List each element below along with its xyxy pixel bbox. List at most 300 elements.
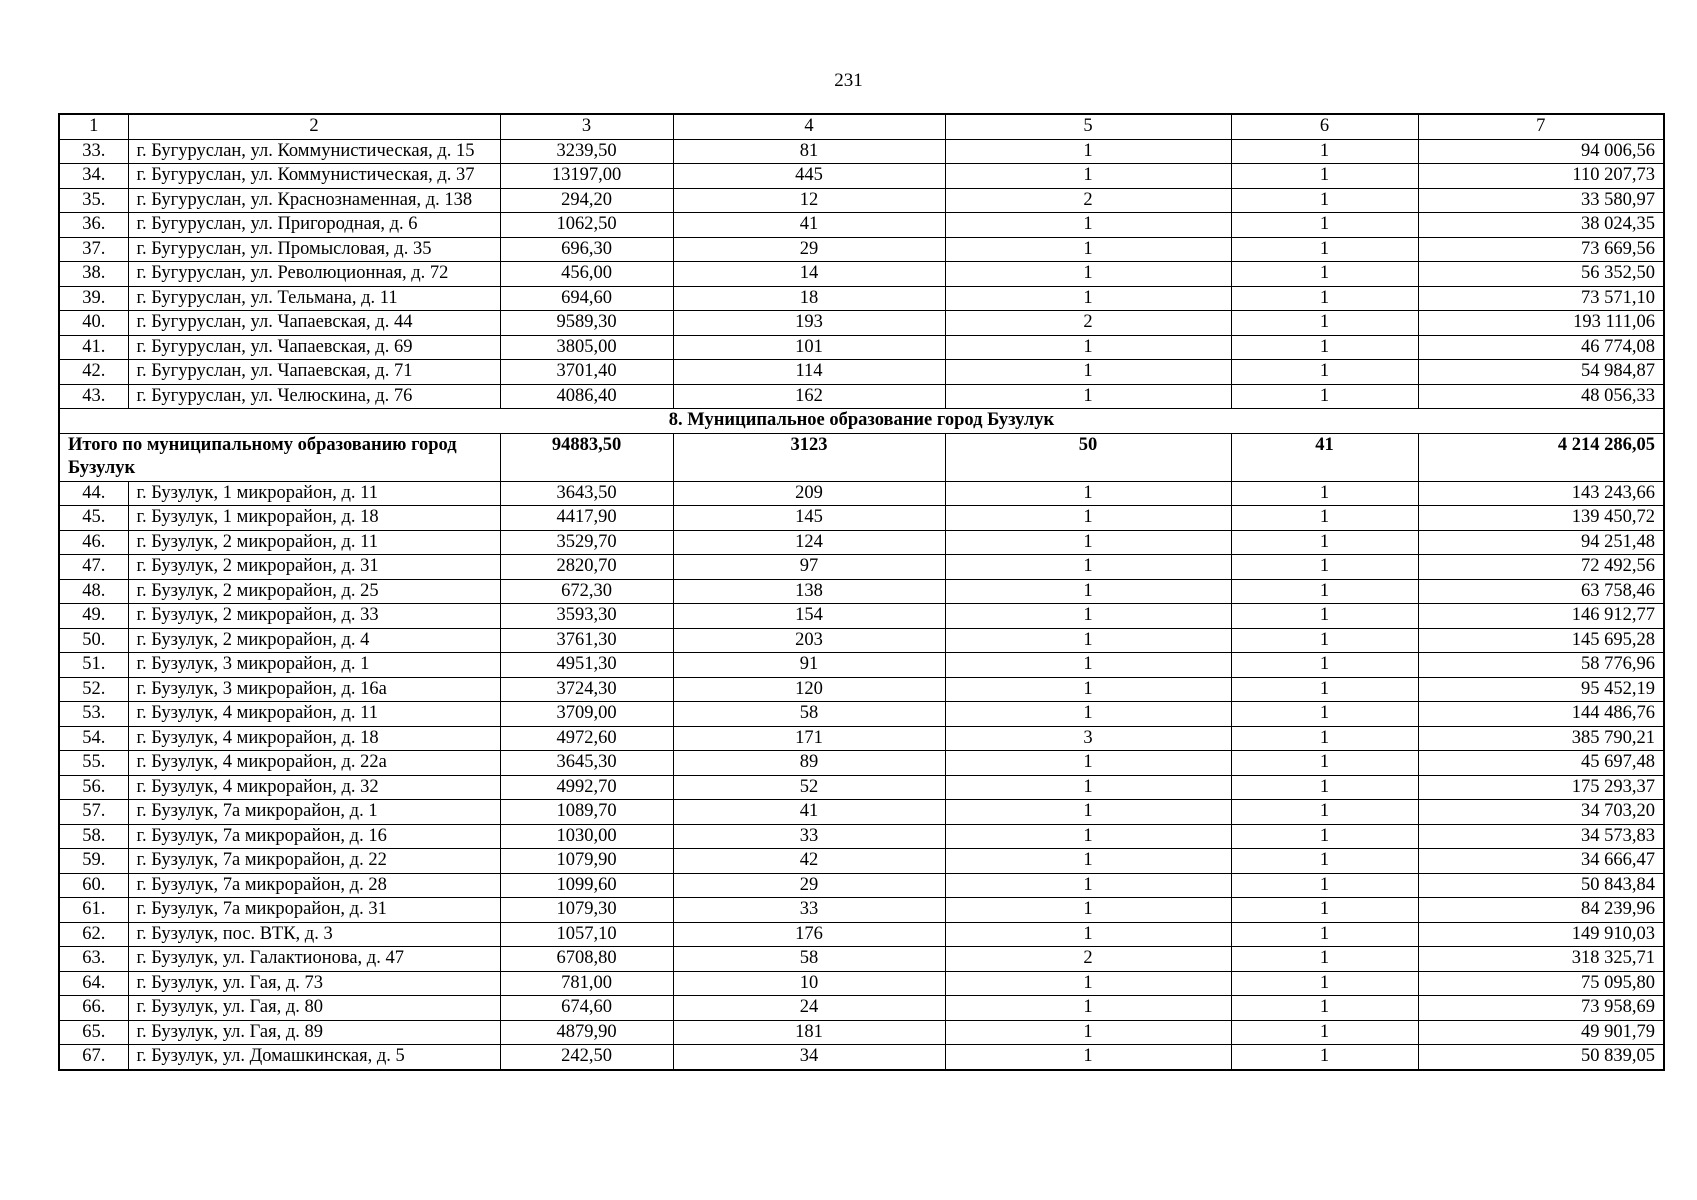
area-cell: 1057,10: [500, 922, 673, 947]
residents-cell: 193: [673, 311, 945, 336]
amount-cell: 95 452,19: [1418, 677, 1664, 702]
address-cell: г. Бузулук, 1 микрорайон, д. 11: [128, 481, 500, 506]
table-row: [59, 335, 1664, 360]
count-cell: 1: [945, 579, 1231, 604]
count-cell: 1: [1231, 996, 1418, 1021]
table-row: [59, 164, 1664, 189]
area-cell: 674,60: [500, 996, 673, 1021]
count-cell: 1: [1231, 262, 1418, 287]
table-row: [59, 286, 1664, 311]
address-cell: г. Бузулук, 2 микрорайон, д. 25: [128, 579, 500, 604]
amount-cell: 193 111,06: [1418, 311, 1664, 336]
area-cell: 781,00: [500, 971, 673, 996]
area-cell: 3701,40: [500, 360, 673, 385]
count-cell: 1: [1231, 726, 1418, 751]
count-cell: 1: [1231, 311, 1418, 336]
table-body: [59, 114, 1664, 1070]
count-cell: 1: [945, 1020, 1231, 1045]
count-cell: 1: [1231, 800, 1418, 825]
amount-cell: 144 486,76: [1418, 702, 1664, 727]
area-cell: 4417,90: [500, 506, 673, 531]
area-cell: 4992,70: [500, 775, 673, 800]
column-number-row: [59, 114, 1664, 139]
residents-cell: 41: [673, 213, 945, 238]
residents-cell: 34: [673, 1045, 945, 1070]
address-cell: г. Бугуруслан, ул. Пригородная, д. 6: [128, 213, 500, 238]
area-cell: 4951,30: [500, 653, 673, 678]
table-row: [59, 702, 1664, 727]
address-cell: г. Бузулук, 1 микрорайон, д. 18: [128, 506, 500, 531]
column-header: 6: [1231, 114, 1418, 139]
count-cell: 1: [1231, 898, 1418, 923]
residents-cell: 29: [673, 237, 945, 262]
count-cell: 1: [1231, 530, 1418, 555]
address-cell: г. Бузулук, 2 микрорайон, д. 31: [128, 555, 500, 580]
area-cell: 242,50: [500, 1045, 673, 1070]
count-cell: 1: [945, 262, 1231, 287]
residents-cell: 124: [673, 530, 945, 555]
area-cell: 3643,50: [500, 481, 673, 506]
area-cell: 1079,30: [500, 898, 673, 923]
amount-cell: 34 573,83: [1418, 824, 1664, 849]
residents-cell: 81: [673, 139, 945, 164]
residents-cell: 209: [673, 481, 945, 506]
address-cell: г. Бузулук, 7а микрорайон, д. 22: [128, 849, 500, 874]
count-cell: 1: [1231, 824, 1418, 849]
count-cell: 1: [945, 628, 1231, 653]
row-number: 42.: [59, 360, 128, 385]
amount-cell: 72 492,56: [1418, 555, 1664, 580]
count-cell: 1: [945, 800, 1231, 825]
count-cell: 1: [1231, 579, 1418, 604]
address-cell: г. Бугуруслан, ул. Чапаевская, д. 71: [128, 360, 500, 385]
address-cell: г. Бугуруслан, ул. Чапаевская, д. 44: [128, 311, 500, 336]
amount-cell: 143 243,66: [1418, 481, 1664, 506]
address-cell: г. Бугуруслан, ул. Промысловая, д. 35: [128, 237, 500, 262]
table-row: [59, 726, 1664, 751]
row-number: 47.: [59, 555, 128, 580]
column-header: 5: [945, 114, 1231, 139]
area-cell: 3724,30: [500, 677, 673, 702]
residents-cell: 33: [673, 824, 945, 849]
residents-cell: 97: [673, 555, 945, 580]
address-cell: г. Бузулук, 4 микрорайон, д. 32: [128, 775, 500, 800]
table-row: [59, 555, 1664, 580]
address-cell: г. Бугуруслан, ул. Коммунистическая, д. 37: [128, 164, 500, 189]
count-cell: 1: [1231, 335, 1418, 360]
row-number: 39.: [59, 286, 128, 311]
column-header: 4: [673, 114, 945, 139]
row-number: 34.: [59, 164, 128, 189]
area-cell: 1062,50: [500, 213, 673, 238]
residents-cell: 41: [673, 800, 945, 825]
address-cell: г. Бугуруслан, ул. Революционная, д. 72: [128, 262, 500, 287]
table-row: [59, 579, 1664, 604]
table-row: [59, 849, 1664, 874]
area-cell: 1079,90: [500, 849, 673, 874]
count-cell: 1: [945, 1045, 1231, 1070]
address-cell: г. Бузулук, ул. Галактионова, д. 47: [128, 947, 500, 972]
amount-cell: 38 024,35: [1418, 213, 1664, 238]
total-amount: 4 214 286,05: [1418, 433, 1664, 481]
column-header: 3: [500, 114, 673, 139]
total-area: 94883,50: [500, 433, 673, 481]
amount-cell: 385 790,21: [1418, 726, 1664, 751]
amount-cell: 45 697,48: [1418, 751, 1664, 776]
table-row: [59, 1020, 1664, 1045]
count-cell: 1: [945, 775, 1231, 800]
address-cell: г. Бузулук, ул. Гая, д. 73: [128, 971, 500, 996]
count-cell: 1: [1231, 360, 1418, 385]
table-row: [59, 481, 1664, 506]
count-cell: 1: [1231, 947, 1418, 972]
amount-cell: 34 666,47: [1418, 849, 1664, 874]
data-table: [58, 113, 1665, 1071]
area-cell: 4972,60: [500, 726, 673, 751]
address-cell: г. Бузулук, 3 микрорайон, д. 16а: [128, 677, 500, 702]
area-cell: 694,60: [500, 286, 673, 311]
section-title: 8. Муниципальное образование город Бузулук: [59, 409, 1664, 434]
row-number: 58.: [59, 824, 128, 849]
table-row: [59, 604, 1664, 629]
area-cell: 1099,60: [500, 873, 673, 898]
amount-cell: 94 251,48: [1418, 530, 1664, 555]
table-row: [59, 922, 1664, 947]
row-number: 57.: [59, 800, 128, 825]
table-row: [59, 188, 1664, 213]
area-cell: 3805,00: [500, 335, 673, 360]
count-cell: 1: [1231, 164, 1418, 189]
table-row: [59, 996, 1664, 1021]
count-cell: 1: [1231, 213, 1418, 238]
amount-cell: 54 984,87: [1418, 360, 1664, 385]
residents-cell: 176: [673, 922, 945, 947]
row-number: 50.: [59, 628, 128, 653]
address-cell: г. Бузулук, 7а микрорайон, д. 28: [128, 873, 500, 898]
area-cell: 1089,70: [500, 800, 673, 825]
count-cell: 1: [1231, 849, 1418, 874]
count-cell: 1: [1231, 628, 1418, 653]
row-number: 45.: [59, 506, 128, 531]
address-cell: г. Бугуруслан, ул. Чапаевская, д. 69: [128, 335, 500, 360]
residents-cell: 171: [673, 726, 945, 751]
count-cell: 1: [945, 751, 1231, 776]
row-number: 44.: [59, 481, 128, 506]
count-cell: 1: [1231, 237, 1418, 262]
amount-cell: 73 958,69: [1418, 996, 1664, 1021]
count-cell: 1: [945, 164, 1231, 189]
amount-cell: 49 901,79: [1418, 1020, 1664, 1045]
row-number: 43.: [59, 384, 128, 409]
area-cell: 294,20: [500, 188, 673, 213]
table-row: [59, 384, 1664, 409]
count-cell: 2: [945, 947, 1231, 972]
address-cell: г. Бузулук, 4 микрорайон, д. 22а: [128, 751, 500, 776]
count-cell: 1: [945, 873, 1231, 898]
count-cell: 1: [1231, 286, 1418, 311]
area-cell: 3529,70: [500, 530, 673, 555]
table-row: [59, 751, 1664, 776]
row-number: 64.: [59, 971, 128, 996]
residents-cell: 138: [673, 579, 945, 604]
count-cell: 1: [945, 824, 1231, 849]
residents-cell: 154: [673, 604, 945, 629]
amount-cell: 94 006,56: [1418, 139, 1664, 164]
total-count: 41: [1231, 433, 1418, 481]
row-number: 56.: [59, 775, 128, 800]
residents-cell: 58: [673, 702, 945, 727]
column-header: 2: [128, 114, 500, 139]
row-number: 49.: [59, 604, 128, 629]
amount-cell: 73 669,56: [1418, 237, 1664, 262]
address-cell: г. Бузулук, 7а микрорайон, д. 1: [128, 800, 500, 825]
table-row: [59, 360, 1664, 385]
address-cell: г. Бузулук, 2 микрорайон, д. 4: [128, 628, 500, 653]
count-cell: 1: [1231, 555, 1418, 580]
count-cell: 1: [945, 139, 1231, 164]
area-cell: 3761,30: [500, 628, 673, 653]
amount-cell: 58 776,96: [1418, 653, 1664, 678]
area-cell: 6708,80: [500, 947, 673, 972]
count-cell: 1: [945, 677, 1231, 702]
count-cell: 1: [945, 898, 1231, 923]
area-cell: 456,00: [500, 262, 673, 287]
row-number: 51.: [59, 653, 128, 678]
address-cell: г. Бугуруслан, ул. Краснознаменная, д. 138: [128, 188, 500, 213]
table-row: [59, 237, 1664, 262]
count-cell: 1: [945, 237, 1231, 262]
residents-cell: 120: [673, 677, 945, 702]
table-row: [59, 506, 1664, 531]
row-number: 61.: [59, 898, 128, 923]
column-header: 1: [59, 114, 128, 139]
table-row: [59, 898, 1664, 923]
residents-cell: 91: [673, 653, 945, 678]
row-number: 63.: [59, 947, 128, 972]
residents-cell: 42: [673, 849, 945, 874]
count-cell: 1: [945, 971, 1231, 996]
count-cell: 1: [945, 530, 1231, 555]
row-number: 59.: [59, 849, 128, 874]
row-number: 46.: [59, 530, 128, 555]
table-row: [59, 677, 1664, 702]
residents-cell: 52: [673, 775, 945, 800]
table-row: [59, 311, 1664, 336]
residents-cell: 18: [673, 286, 945, 311]
amount-cell: 149 910,03: [1418, 922, 1664, 947]
count-cell: 1: [1231, 677, 1418, 702]
table-row: [59, 971, 1664, 996]
address-cell: г. Бузулук, 2 микрорайон, д. 33: [128, 604, 500, 629]
residents-cell: 12: [673, 188, 945, 213]
count-cell: 3: [945, 726, 1231, 751]
address-cell: г. Бузулук, ул. Домашкинская, д. 5: [128, 1045, 500, 1070]
total-residents: 3123: [673, 433, 945, 481]
amount-cell: 145 695,28: [1418, 628, 1664, 653]
address-cell: г. Бузулук, 4 микрорайон, д. 11: [128, 702, 500, 727]
row-number: 66.: [59, 996, 128, 1021]
residents-cell: 14: [673, 262, 945, 287]
address-cell: г. Бугуруслан, ул. Тельмана, д. 11: [128, 286, 500, 311]
count-cell: 1: [1231, 188, 1418, 213]
address-cell: г. Бузулук, 2 микрорайон, д. 11: [128, 530, 500, 555]
area-cell: 4879,90: [500, 1020, 673, 1045]
table-row: [59, 824, 1664, 849]
table-row: [59, 628, 1664, 653]
amount-cell: 139 450,72: [1418, 506, 1664, 531]
residents-cell: 162: [673, 384, 945, 409]
residents-cell: 203: [673, 628, 945, 653]
residents-cell: 445: [673, 164, 945, 189]
row-number: 48.: [59, 579, 128, 604]
amount-cell: 146 912,77: [1418, 604, 1664, 629]
area-cell: 9589,30: [500, 311, 673, 336]
address-cell: г. Бузулук, ул. Гая, д. 89: [128, 1020, 500, 1045]
row-number: 60.: [59, 873, 128, 898]
row-number: 65.: [59, 1020, 128, 1045]
row-number: 53.: [59, 702, 128, 727]
residents-cell: 33: [673, 898, 945, 923]
row-number: 55.: [59, 751, 128, 776]
table-row: [59, 947, 1664, 972]
residents-cell: 114: [673, 360, 945, 385]
count-cell: 1: [945, 922, 1231, 947]
count-cell: 1: [1231, 384, 1418, 409]
residents-cell: 10: [673, 971, 945, 996]
area-cell: 4086,40: [500, 384, 673, 409]
row-number: 52.: [59, 677, 128, 702]
count-cell: 1: [1231, 1045, 1418, 1070]
residents-cell: 101: [673, 335, 945, 360]
area-cell: 2820,70: [500, 555, 673, 580]
table-row: [59, 800, 1664, 825]
amount-cell: 175 293,37: [1418, 775, 1664, 800]
amount-cell: 48 056,33: [1418, 384, 1664, 409]
residents-cell: 181: [673, 1020, 945, 1045]
count-cell: 1: [945, 335, 1231, 360]
count-cell: 1: [1231, 702, 1418, 727]
row-number: 40.: [59, 311, 128, 336]
row-number: 37.: [59, 237, 128, 262]
table-row: [59, 262, 1664, 287]
page-number: 231: [834, 70, 863, 91]
residents-cell: 145: [673, 506, 945, 531]
amount-cell: 63 758,46: [1418, 579, 1664, 604]
table-row: [59, 530, 1664, 555]
amount-cell: 75 095,80: [1418, 971, 1664, 996]
address-cell: г. Бугуруслан, ул. Челюскина, д. 76: [128, 384, 500, 409]
amount-cell: 34 703,20: [1418, 800, 1664, 825]
address-cell: г. Бузулук, пос. ВТК, д. 3: [128, 922, 500, 947]
amount-cell: 318 325,71: [1418, 947, 1664, 972]
row-number: 62.: [59, 922, 128, 947]
count-cell: 1: [945, 286, 1231, 311]
count-cell: 1: [1231, 1020, 1418, 1045]
section-header-row: [59, 409, 1664, 434]
residents-cell: 58: [673, 947, 945, 972]
count-cell: 1: [945, 384, 1231, 409]
count-cell: 1: [945, 213, 1231, 238]
amount-cell: 56 352,50: [1418, 262, 1664, 287]
amount-cell: 50 843,84: [1418, 873, 1664, 898]
count-cell: 1: [945, 481, 1231, 506]
count-cell: 1: [945, 604, 1231, 629]
count-cell: 1: [1231, 751, 1418, 776]
count-cell: 1: [945, 653, 1231, 678]
row-number: 67.: [59, 1045, 128, 1070]
row-number: 36.: [59, 213, 128, 238]
count-cell: 1: [1231, 481, 1418, 506]
total-row: [59, 433, 1664, 481]
address-cell: г. Бузулук, ул. Гая, д. 80: [128, 996, 500, 1021]
amount-cell: 84 239,96: [1418, 898, 1664, 923]
count-cell: 2: [945, 311, 1231, 336]
count-cell: 1: [1231, 653, 1418, 678]
row-number: 35.: [59, 188, 128, 213]
table-row: [59, 213, 1664, 238]
table-row: [59, 873, 1664, 898]
residents-cell: 89: [673, 751, 945, 776]
count-cell: 1: [945, 702, 1231, 727]
address-cell: г. Бузулук, 4 микрорайон, д. 18: [128, 726, 500, 751]
area-cell: 672,30: [500, 579, 673, 604]
count-cell: 1: [945, 506, 1231, 531]
total-count: 50: [945, 433, 1231, 481]
total-label: Итого по муниципальному образованию город Бузулук: [59, 433, 500, 481]
count-cell: 1: [945, 555, 1231, 580]
area-cell: 3593,30: [500, 604, 673, 629]
count-cell: 1: [945, 360, 1231, 385]
count-cell: 1: [945, 849, 1231, 874]
column-header: 7: [1418, 114, 1664, 139]
amount-cell: 33 580,97: [1418, 188, 1664, 213]
area-cell: 3709,00: [500, 702, 673, 727]
amount-cell: 73 571,10: [1418, 286, 1664, 311]
amount-cell: 50 839,05: [1418, 1045, 1664, 1070]
count-cell: 1: [1231, 922, 1418, 947]
count-cell: 2: [945, 188, 1231, 213]
address-cell: г. Бугуруслан, ул. Коммунистическая, д. 15: [128, 139, 500, 164]
address-cell: г. Бузулук, 7а микрорайон, д. 31: [128, 898, 500, 923]
table-row: [59, 775, 1664, 800]
table-row: [59, 653, 1664, 678]
residents-cell: 24: [673, 996, 945, 1021]
count-cell: 1: [945, 996, 1231, 1021]
amount-cell: 110 207,73: [1418, 164, 1664, 189]
area-cell: 3239,50: [500, 139, 673, 164]
address-cell: г. Бузулук, 3 микрорайон, д. 1: [128, 653, 500, 678]
residents-cell: 29: [673, 873, 945, 898]
area-cell: 13197,00: [500, 164, 673, 189]
count-cell: 1: [1231, 139, 1418, 164]
address-cell: г. Бузулук, 7а микрорайон, д. 16: [128, 824, 500, 849]
table-row: [59, 1045, 1664, 1070]
row-number: 33.: [59, 139, 128, 164]
table-row: [59, 139, 1664, 164]
count-cell: 1: [1231, 873, 1418, 898]
count-cell: 1: [1231, 506, 1418, 531]
area-cell: 3645,30: [500, 751, 673, 776]
row-number: 38.: [59, 262, 128, 287]
area-cell: 696,30: [500, 237, 673, 262]
count-cell: 1: [1231, 604, 1418, 629]
row-number: 54.: [59, 726, 128, 751]
count-cell: 1: [1231, 971, 1418, 996]
count-cell: 1: [1231, 775, 1418, 800]
area-cell: 1030,00: [500, 824, 673, 849]
row-number: 41.: [59, 335, 128, 360]
amount-cell: 46 774,08: [1418, 335, 1664, 360]
